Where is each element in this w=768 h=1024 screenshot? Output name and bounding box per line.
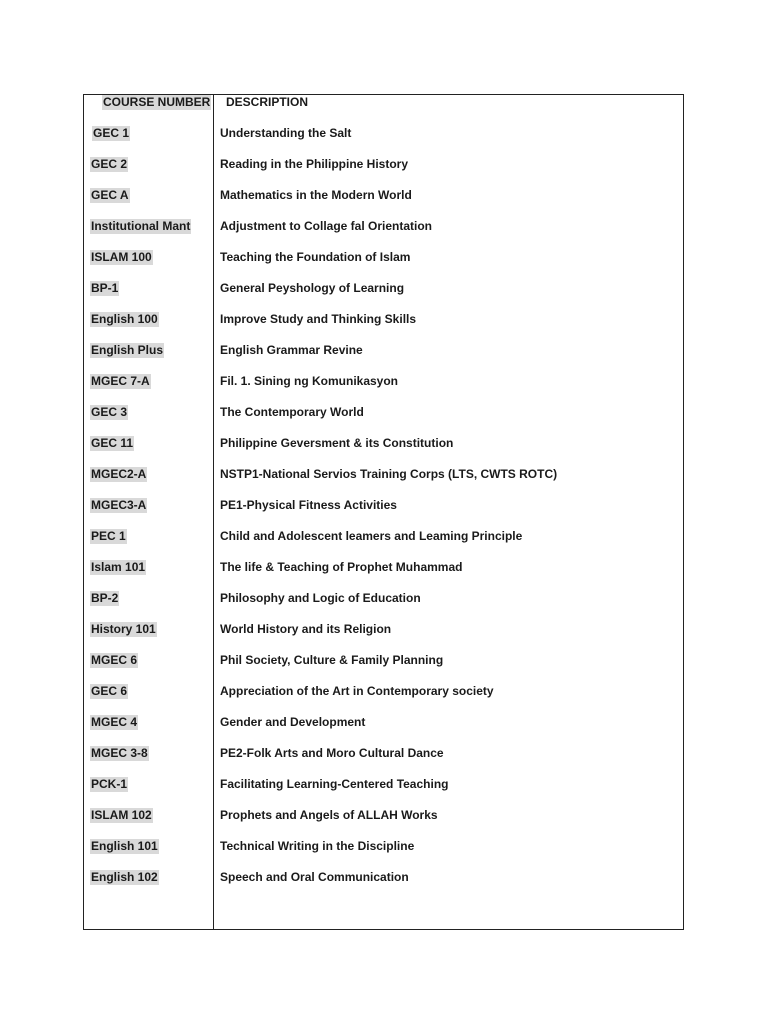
course-code: Islam 101 (91, 560, 146, 574)
course-code: GEC 3 (91, 405, 128, 419)
header-description: DESCRIPTION (226, 95, 309, 109)
course-code: MGEC3-A (91, 498, 147, 512)
course-code: MGEC 7-A (91, 374, 150, 388)
course-description: General Peyshology of Learning (220, 281, 405, 295)
course-table (83, 94, 684, 930)
course-code: MGEC2-A (91, 467, 147, 481)
course-code: MGEC 4 (91, 715, 138, 729)
course-description: Gender and Development (220, 715, 366, 729)
course-code: ISLAM 100 (91, 250, 152, 264)
course-code: GEC 11 (91, 436, 134, 450)
course-description: World History and its Religion (220, 622, 392, 636)
column-divider (213, 95, 214, 929)
course-description: Mathematics in the Modern World (220, 188, 412, 202)
course-code: GEC 6 (91, 684, 128, 698)
course-description: Appreciation of the Art in Contemporary society (220, 684, 494, 698)
course-code: MGEC 6 (91, 653, 138, 667)
course-description: Improve Study and Thinking Skills (220, 312, 417, 326)
course-code: PEC 1 (91, 529, 126, 543)
course-code: BP-2 (91, 591, 119, 605)
course-description: Teaching the Foundation of Islam (220, 250, 411, 264)
course-description: English Grammar Revine (220, 343, 363, 357)
course-code: English 101 (91, 839, 158, 853)
course-code: BP-1 (91, 281, 119, 295)
course-description: Adjustment to Collage fal Orientation (220, 219, 433, 233)
course-description: PE2-Folk Arts and Moro Cultural Dance (220, 746, 444, 760)
course-code: GEC 1 (93, 126, 130, 140)
course-code: GEC 2 (91, 157, 128, 171)
course-description: The life & Teaching of Prophet Muhammad (220, 560, 463, 574)
course-description: Reading in the Philippine History (220, 157, 409, 171)
course-description: Phil Society, Culture & Family Planning (220, 653, 444, 667)
course-description: Technical Writing in the Discipline (220, 839, 415, 853)
course-description: Understanding the Salt (220, 126, 352, 140)
course-description: PE1-Physical Fitness Activities (220, 498, 397, 512)
course-description: Philosophy and Logic of Education (220, 591, 421, 605)
course-description: Child and Adolescent leamers and Leaming Principle (220, 529, 523, 543)
course-description: Speech and Oral Communication (220, 870, 409, 884)
course-code: English 100 (91, 312, 158, 326)
course-description: The Contemporary World (220, 405, 364, 419)
course-code: PCK-1 (91, 777, 128, 791)
course-code: MGEC 3-8 (91, 746, 148, 760)
course-description: Philippine Geversment & its Constitution (220, 436, 454, 450)
course-code: GEC A (91, 188, 129, 202)
course-description: NSTP1-National Servios Training Corps (LTS, CWTS ROTC) (220, 467, 558, 481)
course-code: Institutional Mant (91, 219, 191, 233)
course-code: English Plus (91, 343, 164, 357)
course-code: History 101 (91, 622, 156, 636)
course-code: ISLAM 102 (91, 808, 152, 822)
header-course-number: COURSE NUMBER (103, 95, 211, 109)
course-description: Prophets and Angels of ALLAH Works (220, 808, 438, 822)
course-description: Fil. 1. Sining ng Komunikasyon (220, 374, 399, 388)
course-code: English 102 (91, 870, 158, 884)
course-description: Facilitating Learning-Centered Teaching (220, 777, 449, 791)
